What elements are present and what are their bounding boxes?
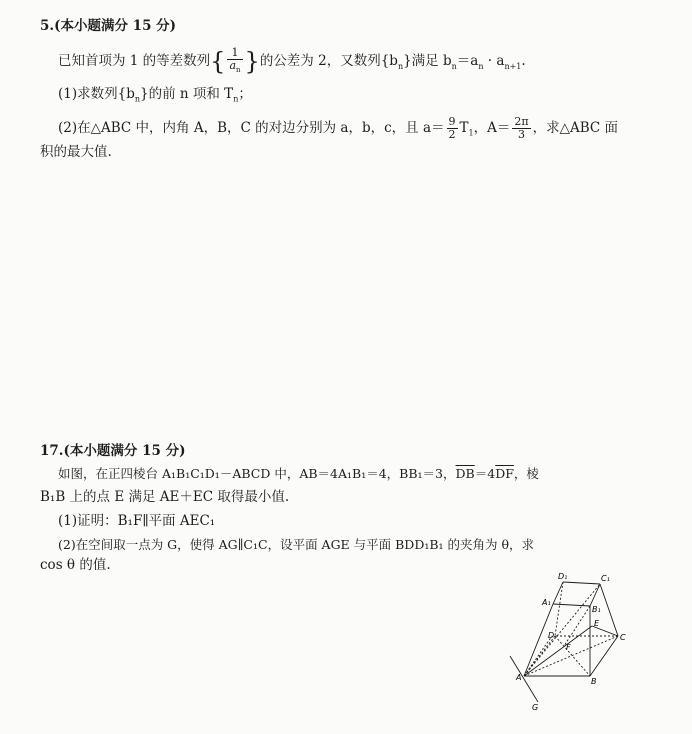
- edge-da: [524, 636, 555, 676]
- sub-n: n: [451, 61, 457, 71]
- fraction-denominator: 2: [448, 128, 456, 141]
- fraction-denominator: 3: [517, 128, 525, 141]
- label-g: G: [532, 703, 539, 712]
- edge-c1b1: [590, 584, 600, 606]
- vector-df: $\overline{DF}$: [495, 466, 514, 481]
- label-c: C: [620, 633, 626, 642]
- fraction-numerator: 9: [448, 115, 456, 128]
- segment-b1f: [564, 606, 590, 646]
- sub-n: n: [134, 94, 141, 104]
- q17-part2-end-text: cos θ 的值.: [40, 557, 111, 573]
- q16-stem-text-d: ＝a: [456, 53, 479, 70]
- q17-score-header: (本小题满分 15 分): [63, 443, 186, 459]
- edge-bc: [590, 636, 618, 676]
- two-pi-thirds-fraction: [512, 116, 530, 141]
- label-b1: B₁: [592, 605, 601, 614]
- q17-number: 17.: [40, 443, 64, 459]
- q16-stem-text-a: 已知首项为 1 的等差数列: [58, 53, 211, 70]
- q16-part1: [58, 85, 252, 109]
- right-brace: }: [244, 47, 260, 76]
- q16-number: 5.: [40, 18, 55, 34]
- fraction-denominator-sub: n: [236, 66, 241, 75]
- q16-heading: [40, 17, 176, 35]
- sub-n-plus-1: n+1: [504, 61, 522, 71]
- label-e: E: [594, 619, 600, 628]
- q16-part1-text-c: ；: [238, 86, 252, 102]
- q17-stem-line2-text: B₁B 上的点 E 满足 AE＋EC 取得最小值.: [40, 489, 290, 505]
- sub-n: n: [478, 61, 484, 71]
- q16-sequence-fraction: [227, 47, 242, 76]
- diagonal-db: [555, 636, 590, 676]
- q16-part1-text-b: }的前 n 项和 T: [140, 86, 234, 102]
- q17-part1-text: (1)证明：B₁F∥平面 AEC₁: [58, 513, 216, 529]
- edge-c1c: [600, 584, 618, 636]
- left-brace: {: [210, 47, 226, 76]
- fraction-numerator: 1: [227, 47, 242, 60]
- q16-part2-text-a: (2)在△ABC 中，内角 A，B，C 的对边分别为 a，b，c，且 a＝: [58, 120, 445, 136]
- q16-part2-continuation: [40, 143, 112, 161]
- q17-part1: [58, 512, 215, 530]
- label-a: A: [516, 673, 522, 682]
- edge-b1a1: [553, 604, 590, 606]
- q17-stem-line2: [40, 488, 289, 506]
- line-ag: [510, 656, 538, 702]
- q17-part2-text: (2)在空间取一点为 G，使得 AG∥C₁C，设平面 AGE 与平面 BDD₁B₁ 的夹角为 θ，求: [58, 537, 535, 552]
- nine-halves-fraction: [447, 116, 458, 141]
- q17-stem-text: 如图，在正四棱台 A₁B₁C₁D₁－ABCD 中，AB＝4A₁B₁＝4，BB₁＝3，: [58, 466, 456, 481]
- q16-stem-text-c: }满足 b: [403, 53, 452, 70]
- q17-stem-end: ，棱: [513, 466, 539, 481]
- sub-n: n: [233, 94, 239, 104]
- label-c1: C₁: [601, 574, 610, 583]
- q17-part2: [58, 536, 534, 554]
- period: .: [521, 53, 526, 70]
- q16-part2-text-b: T: [459, 120, 469, 136]
- segment-ac1: [524, 584, 600, 676]
- q16-part2: [58, 116, 618, 143]
- label-d1: D₁: [558, 572, 568, 581]
- q16-stem-text-b: 的公差为 2，又数列{b: [259, 53, 398, 70]
- edge-d1c1: [563, 582, 600, 584]
- edge-a1d1: [553, 582, 563, 604]
- vector-db: $\overline{DB}$: [455, 466, 475, 481]
- sub-1: 1: [468, 128, 474, 138]
- q16-part2-text-c: ，A＝: [473, 120, 511, 136]
- label-a1: A₁: [542, 598, 551, 607]
- frustum-figure: [508, 566, 633, 714]
- q17-stem: [58, 465, 539, 483]
- q17-part2-continuation: [40, 556, 111, 574]
- q16-part1-text-a: (1)求数列{b: [58, 86, 135, 102]
- q16-stem-text-e: · a: [483, 53, 505, 70]
- q16-part2-text-e: 积的最大值.: [40, 144, 112, 160]
- q16-score-header: (本小题满分 15 分): [54, 18, 177, 34]
- q17-heading: [40, 442, 185, 460]
- q16-part2-text-d: ，求△ABC 面: [532, 120, 619, 136]
- fraction-denominator: a: [229, 59, 237, 72]
- label-b: B: [591, 677, 597, 686]
- sub-n: n: [397, 61, 404, 71]
- fraction-numerator: 2π: [514, 115, 529, 128]
- label-d: D: [548, 631, 555, 640]
- label-f: F: [566, 643, 571, 652]
- q17-stem-mid: ＝4: [474, 466, 496, 481]
- q16-stem: [58, 47, 526, 76]
